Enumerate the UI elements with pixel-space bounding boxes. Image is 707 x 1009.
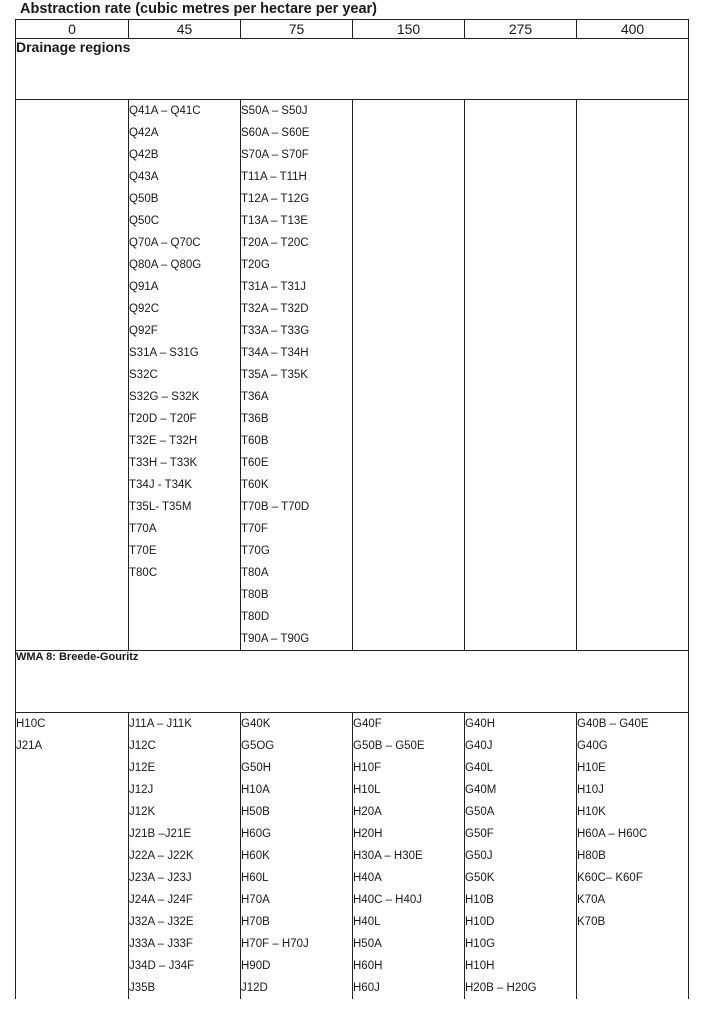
drainage-code: Q43A — [129, 171, 159, 183]
drainage-code: H10A — [241, 784, 270, 796]
drainage-code: J21A — [16, 740, 43, 752]
drainage-code: J12J — [129, 784, 154, 796]
drainage-code: J23A – J23J — [129, 872, 192, 884]
drainage-code: J12E — [129, 762, 156, 774]
drainage-code: Q42B — [129, 149, 159, 161]
drainage-code: J12K — [129, 806, 156, 818]
code-column — [241, 713, 353, 1000]
drainage-code: G50K — [465, 872, 495, 884]
drainage-code: K70A — [577, 894, 606, 906]
drainage-code: G50H — [241, 762, 272, 774]
drainage-code: J12D — [241, 982, 268, 994]
drainage-code: H10H — [465, 960, 495, 972]
drainage-code: S50A – S50J — [241, 105, 308, 117]
drainage-code: H10D — [465, 916, 495, 928]
drainage-code: J35B — [129, 982, 156, 994]
drainage-code: Q50B — [129, 193, 159, 205]
drainage-code: G50J — [465, 850, 493, 862]
rate-header: 0 — [16, 20, 129, 39]
drainage-code: G50B – G50E — [353, 740, 425, 752]
drainage-code: S32G – S32K — [129, 391, 200, 403]
drainage-code: G50F — [465, 828, 494, 840]
abstraction-rate-table — [15, 19, 689, 999]
drainage-code: H20A — [353, 806, 382, 818]
code-column — [16, 100, 129, 651]
drainage-code: G40B – G40E — [577, 718, 649, 730]
drainage-code: K60C– K60F — [577, 872, 643, 884]
drainage-code: T13A – T13E — [241, 215, 308, 227]
drainage-code: H10B — [465, 894, 494, 906]
drainage-code: H60J — [353, 982, 380, 994]
drainage-code: T70A — [129, 523, 157, 535]
drainage-code: T80C — [129, 567, 158, 579]
drainage-code: H60K — [241, 850, 270, 862]
drainage-code: T70F — [241, 523, 268, 535]
drainage-code: T20G — [241, 259, 270, 271]
drainage-code: T80A — [241, 567, 269, 579]
drainage-code: Q92C — [129, 303, 160, 315]
drainage-code: T20D – T20F — [129, 413, 197, 425]
drainage-code: H70A — [241, 894, 270, 906]
drainage-code: H20B – H20G — [465, 982, 537, 994]
drainage-code: J34D – J34F — [129, 960, 195, 972]
rate-header-row — [16, 20, 689, 39]
drainage-code: T11A – T11H — [241, 171, 307, 183]
drainage-code: H10C — [16, 718, 46, 730]
drainage-code: H80B — [577, 850, 606, 862]
rate-header: 75 — [241, 20, 353, 39]
drainage-code: H60H — [353, 960, 383, 972]
drainage-code: Q91A — [129, 281, 159, 293]
drainage-code: G50A — [465, 806, 495, 818]
code-column — [577, 713, 689, 1000]
drainage-code: T70B – T70D — [241, 501, 310, 513]
rate-header: 400 — [577, 20, 689, 39]
drainage-code: H40C – H40J — [353, 894, 423, 906]
drainage-code: H10L — [353, 784, 381, 796]
wma8-codes-row — [16, 713, 689, 1000]
drainage-code: H10G — [465, 938, 496, 950]
drainage-code: T36A — [241, 391, 269, 403]
drainage-code: T35L- T35M — [129, 501, 192, 513]
drainage-code: H40A — [353, 872, 382, 884]
drainage-code: G40M — [465, 784, 497, 796]
drainage-code: H40L — [353, 916, 381, 928]
drainage-code: T34A – T34H — [241, 347, 309, 359]
rate-header: 150 — [353, 20, 465, 39]
drainage-code: H60G — [241, 828, 272, 840]
drainage-code: T35A – T35K — [241, 369, 308, 381]
rate-header: 275 — [465, 20, 577, 39]
drainage-code: T33H – T33K — [129, 457, 198, 469]
drainage-code: J11A – J11K — [129, 718, 192, 730]
drainage-code: Q41A – Q41C — [129, 105, 201, 117]
code-column — [16, 713, 129, 1000]
drainage-code: T80B — [241, 589, 269, 601]
drainage-code: T20A – T20C — [241, 237, 309, 249]
drainage-code: J33A – J33F — [129, 938, 193, 950]
drainage-code: T70E — [129, 545, 157, 557]
section-header-row — [16, 651, 689, 713]
drainage-code: T80D — [241, 611, 270, 623]
drainage-code: J22A – J22K — [129, 850, 194, 862]
drainage-code: T36B — [241, 413, 269, 425]
code-column — [129, 100, 241, 651]
drainage-code: Q42A — [129, 127, 159, 139]
drainage-code: Q50C — [129, 215, 160, 227]
table-title: Abstraction rate (cubic metres per hectare per year) — [20, 1, 377, 17]
drainage-code: S70A – S70F — [241, 149, 309, 161]
drainage-code: T12A – T12G — [241, 193, 310, 205]
drainage-code: T31A – T31J — [241, 281, 306, 293]
drainage-code: H20H — [353, 828, 383, 840]
code-column — [353, 100, 465, 651]
drainage-code: H70F – H70J — [241, 938, 309, 950]
rate-header: 45 — [129, 20, 241, 39]
drainage-code: H10J — [577, 784, 604, 796]
drainage-code: S31A – S31G — [129, 347, 199, 359]
drainage-code: H60L — [241, 872, 269, 884]
section-header-row — [16, 39, 689, 100]
drainage-code: H90D — [241, 960, 271, 972]
drainage-code: T32A – T32D — [241, 303, 309, 315]
drainage-code: T60E — [241, 457, 269, 469]
drainage-code: J21B –J21E — [129, 828, 192, 840]
drainage-code: T32E – T32H — [129, 435, 198, 447]
drainage-code: G40K — [241, 718, 271, 730]
drainage-code: H50B — [241, 806, 270, 818]
drainage-code: H10E — [577, 762, 606, 774]
drainage-code: T70G — [241, 545, 270, 557]
drainage-code: K70B — [577, 916, 606, 928]
drainage-codes-row — [16, 100, 689, 651]
drainage-code: Q80A – Q80G — [129, 259, 202, 271]
code-column — [465, 713, 577, 1000]
drainage-code: T33A – T33G — [241, 325, 310, 337]
drainage-code: H60A – H60C — [577, 828, 648, 840]
drainage-code: Q92F — [129, 325, 158, 337]
drainage-code: G5OG — [241, 740, 275, 752]
drainage-code: T60K — [241, 479, 269, 491]
code-column — [129, 713, 241, 1000]
drainage-code: H10K — [577, 806, 606, 818]
code-column — [241, 100, 353, 651]
drainage-code: G40F — [353, 718, 382, 730]
code-column — [353, 713, 465, 1000]
drainage-code: J24A – J24F — [129, 894, 193, 906]
drainage-regions-heading: Drainage regions — [16, 39, 689, 100]
drainage-code: S60A – S60E — [241, 127, 310, 139]
drainage-code: J32A – J32E — [129, 916, 194, 928]
drainage-code: H10F — [353, 762, 382, 774]
drainage-code: T34J - T34K — [129, 479, 193, 491]
drainage-code: G40J — [465, 740, 493, 752]
drainage-code: H70B — [241, 916, 270, 928]
wma8-heading: WMA 8: Breede-Gouritz — [16, 651, 689, 713]
drainage-code: S32C — [129, 369, 158, 381]
drainage-code: H50A — [353, 938, 382, 950]
code-column — [465, 100, 577, 651]
drainage-code: G40G — [577, 740, 608, 752]
code-column — [577, 100, 689, 651]
drainage-code: J12C — [129, 740, 156, 752]
drainage-code: Q70A – Q70C — [129, 237, 201, 249]
drainage-code: G40H — [465, 718, 496, 730]
drainage-code: H30A – H30E — [353, 850, 423, 862]
drainage-code: T90A – T90G — [241, 633, 310, 645]
drainage-code: T60B — [241, 435, 269, 447]
drainage-code: G40L — [465, 762, 494, 774]
